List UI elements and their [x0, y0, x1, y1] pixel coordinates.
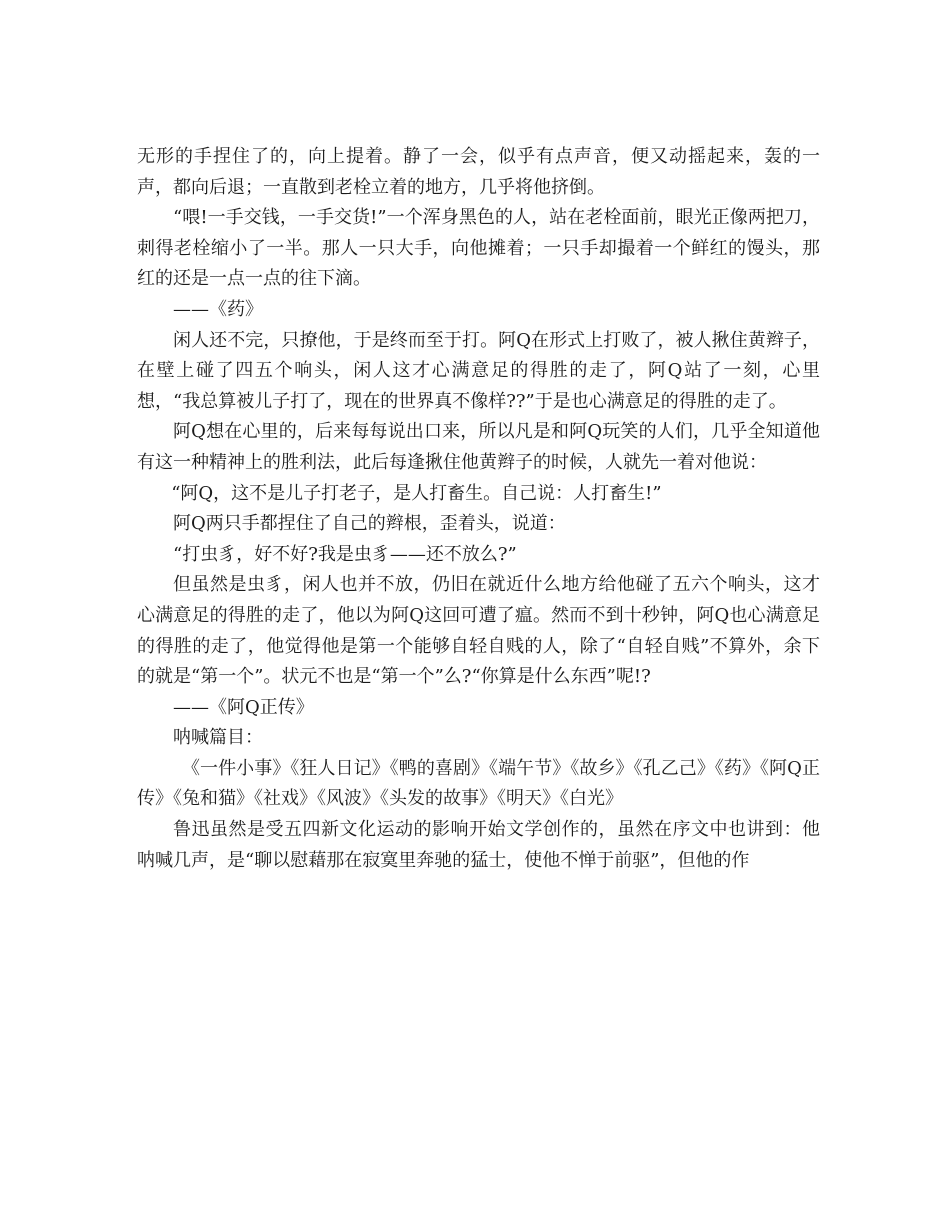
source-attribution-ah-q: ——《阿Q正传》 [173, 696, 314, 718]
source-attribution-yao: ——《药》 [173, 298, 263, 320]
paragraph-ah-q-queue: 阿Q两只手都捏住了自己的辫根，歪着头，说道： [173, 513, 566, 535]
paragraph-ah-q-fight: 闲人还不完，只撩他，于是终而至于打。阿Q在形式上打败了，被人揪住黄辫子，在壁上碰了四五个响头，闲人这才心满意足的得胜的走了，阿Q站了一刻，心里想，“我总算被儿子打了，现在的世界真不像样??”于是也心满意足的得胜的走了。 [137, 329, 820, 412]
document-body [137, 142, 820, 876]
paragraph-lu-xun-creation: 鲁迅虽然是受五四新文化运动的影响开始文学创作的，虽然在序文中也讲到：他呐喊几声，是“聊以慰藉那在寂寞里奔驰的猛士，使他不惮于前驱”，但他的作 [137, 819, 820, 871]
paragraph-first-one: 但虽然是虫豸，闲人也并不放，仍旧在就近什么地方给他碰了五六个响头，这才心满意足的得胜的走了，他以为阿Q这回可遭了瘟。然而不到十秒钟，阿Q也心满意足的得胜的走了，他觉得他是第一个能够自轻自贱的人，除了“自轻自贱”不算外，余下的就是“第一个”。状元不也是“第一个”么?“你算是什么东西”呢!? [137, 574, 820, 688]
paragraph-continuation: 无形的手捏住了的，向上提着。静了一会，似乎有点声音，便又动摇起来，轰的一声，都向后退；一直散到老栓立着的地方，几乎将他挤倒。 [137, 146, 820, 198]
paragraph-ah-q-victory: 阿Q想在心里的，后来每每说出口来，所以凡是和阿Q玩笑的人们，几乎全知道他有这一种精神上的胜利法，此后每逢揪住他黄辫子的时候，人就先一着对他说： [137, 421, 820, 473]
title-list: 《一件小事》《狂人日记》《鸭的喜剧》《端午节》《故乡》《孔乙己》《药》《阿Q正传》《兔和猫》《社戏》《风波》《头发的故事》《明天》《白光》 [137, 757, 820, 810]
quote-beast: “阿Q，这不是儿子打老子，是人打畜生。自己说：人打畜生!” [171, 482, 662, 504]
quote-insect: “打虫豸，好不好?我是虫豸——还不放么?” [173, 543, 517, 565]
section-heading-titles: 呐喊篇目： [173, 727, 263, 749]
paragraph-quote-exchange: “喂!一手交钱，一手交货!”一个浑身黑色的人，站在老栓面前，眼光正像两把刀，刺得老栓缩小了一半。那人一只大手，向他摊着；一只手却撮着一个鲜红的馒头，那红的还是一点一点的往下滴。 [137, 207, 820, 290]
